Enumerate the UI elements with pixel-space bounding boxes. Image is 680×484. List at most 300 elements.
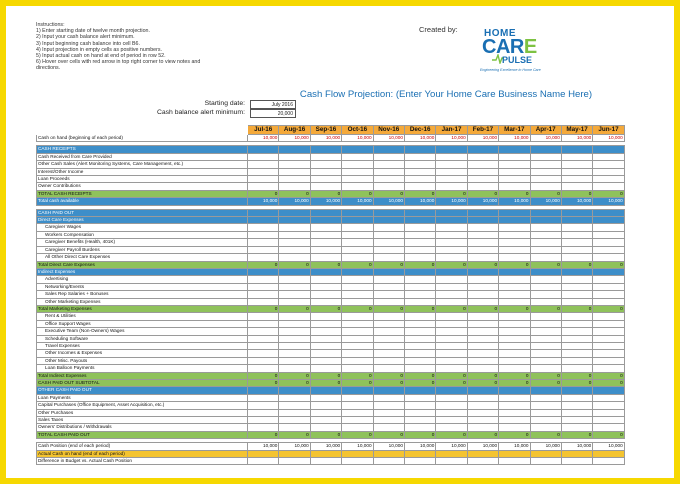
table-cell[interactable] [279, 394, 310, 401]
table-cell[interactable] [248, 283, 279, 290]
table-cell[interactable] [373, 335, 404, 342]
table-cell[interactable] [593, 350, 624, 357]
table-cell[interactable]: 10,000 [436, 135, 467, 142]
table-cell[interactable] [310, 409, 341, 416]
table-cell[interactable] [248, 357, 279, 364]
table-cell[interactable]: 0 [248, 372, 279, 379]
table-cell[interactable]: 0 [593, 305, 624, 312]
table-cell[interactable] [530, 283, 561, 290]
table-cell[interactable] [467, 387, 498, 394]
table-cell[interactable] [436, 328, 467, 335]
table-cell[interactable] [561, 217, 592, 224]
table-cell[interactable] [279, 387, 310, 394]
table-cell[interactable] [467, 409, 498, 416]
table-cell[interactable] [404, 394, 435, 401]
table-cell[interactable] [248, 176, 279, 183]
table-cell[interactable] [593, 313, 624, 320]
table-cell[interactable] [499, 335, 530, 342]
table-cell[interactable] [404, 254, 435, 261]
table-cell[interactable] [310, 298, 341, 305]
table-cell[interactable] [530, 246, 561, 253]
table-cell[interactable] [310, 450, 341, 457]
table-cell[interactable] [436, 268, 467, 275]
table-cell[interactable]: 10,000 [279, 135, 310, 142]
table-cell[interactable] [436, 417, 467, 424]
table-cell[interactable] [561, 409, 592, 416]
table-cell[interactable] [248, 335, 279, 342]
table-cell[interactable]: 0 [279, 372, 310, 379]
table-cell[interactable] [499, 387, 530, 394]
table-cell[interactable] [467, 402, 498, 409]
table-cell[interactable] [342, 176, 373, 183]
table-cell[interactable] [436, 161, 467, 168]
table-cell[interactable] [279, 209, 310, 216]
table-cell[interactable] [467, 298, 498, 305]
table-cell[interactable] [561, 402, 592, 409]
table-cell[interactable] [342, 153, 373, 160]
table-cell[interactable] [499, 161, 530, 168]
table-cell[interactable] [342, 246, 373, 253]
table-cell[interactable] [593, 417, 624, 424]
table-cell[interactable] [561, 176, 592, 183]
table-cell[interactable] [404, 231, 435, 238]
table-cell[interactable]: 10,000 [593, 443, 624, 450]
table-cell[interactable] [342, 239, 373, 246]
table-cell[interactable] [530, 450, 561, 457]
table-cell[interactable] [530, 161, 561, 168]
table-cell[interactable] [279, 239, 310, 246]
table-cell[interactable]: 0 [593, 380, 624, 387]
table-cell[interactable] [499, 254, 530, 261]
table-cell[interactable] [467, 458, 498, 465]
table-cell[interactable] [499, 424, 530, 431]
table-cell[interactable] [530, 387, 561, 394]
table-cell[interactable] [561, 168, 592, 175]
table-cell[interactable] [342, 254, 373, 261]
table-cell[interactable] [248, 328, 279, 335]
table-cell[interactable] [310, 268, 341, 275]
table-cell[interactable]: 0 [499, 431, 530, 438]
table-cell[interactable]: 0 [499, 190, 530, 197]
table-cell[interactable]: 0 [593, 261, 624, 268]
table-cell[interactable] [279, 254, 310, 261]
table-cell[interactable] [248, 417, 279, 424]
table-cell[interactable] [561, 350, 592, 357]
table-cell[interactable] [467, 342, 498, 349]
table-cell[interactable] [561, 146, 592, 153]
table-cell[interactable] [373, 209, 404, 216]
table-cell[interactable] [373, 409, 404, 416]
table-cell[interactable] [467, 176, 498, 183]
table-cell[interactable] [593, 424, 624, 431]
table-cell[interactable] [436, 231, 467, 238]
table-cell[interactable] [342, 350, 373, 357]
table-cell[interactable] [561, 298, 592, 305]
table-cell[interactable] [248, 424, 279, 431]
table-cell[interactable] [467, 153, 498, 160]
table-cell[interactable]: 0 [248, 305, 279, 312]
table-cell[interactable] [467, 239, 498, 246]
table-cell[interactable]: 0 [467, 261, 498, 268]
table-cell[interactable] [436, 357, 467, 364]
table-cell[interactable] [499, 268, 530, 275]
table-cell[interactable] [279, 291, 310, 298]
table-cell[interactable] [404, 268, 435, 275]
table-cell[interactable] [436, 217, 467, 224]
table-cell[interactable]: 0 [248, 190, 279, 197]
table-cell[interactable] [248, 365, 279, 372]
table-cell[interactable] [593, 268, 624, 275]
table-cell[interactable] [593, 298, 624, 305]
table-cell[interactable] [467, 231, 498, 238]
table-cell[interactable]: 0 [310, 372, 341, 379]
table-cell[interactable]: 0 [342, 380, 373, 387]
table-cell[interactable] [499, 298, 530, 305]
table-cell[interactable]: 0 [530, 380, 561, 387]
table-cell[interactable] [279, 450, 310, 457]
table-cell[interactable] [530, 276, 561, 283]
table-cell[interactable] [561, 335, 592, 342]
table-cell[interactable] [499, 350, 530, 357]
table-cell[interactable] [530, 342, 561, 349]
table-cell[interactable] [561, 254, 592, 261]
table-cell[interactable] [310, 328, 341, 335]
table-cell[interactable] [342, 146, 373, 153]
table-cell[interactable] [593, 176, 624, 183]
table-cell[interactable] [561, 283, 592, 290]
table-cell[interactable] [373, 224, 404, 231]
table-cell[interactable] [436, 291, 467, 298]
table-cell[interactable] [561, 394, 592, 401]
table-cell[interactable] [593, 209, 624, 216]
table-cell[interactable] [467, 357, 498, 364]
table-cell[interactable] [499, 239, 530, 246]
table-cell[interactable] [310, 146, 341, 153]
table-cell[interactable] [593, 328, 624, 335]
table-cell[interactable] [373, 365, 404, 372]
table-cell[interactable]: 0 [530, 431, 561, 438]
table-cell[interactable]: 10,000 [342, 198, 373, 205]
table-cell[interactable] [279, 224, 310, 231]
table-cell[interactable] [248, 231, 279, 238]
table-cell[interactable] [279, 276, 310, 283]
table-cell[interactable] [561, 458, 592, 465]
table-cell[interactable] [467, 291, 498, 298]
table-cell[interactable] [279, 328, 310, 335]
table-cell[interactable]: 0 [404, 431, 435, 438]
table-cell[interactable] [436, 342, 467, 349]
table-cell[interactable] [467, 168, 498, 175]
table-cell[interactable] [499, 394, 530, 401]
table-cell[interactable] [467, 335, 498, 342]
table-cell[interactable] [436, 153, 467, 160]
table-cell[interactable]: 0 [499, 372, 530, 379]
table-cell[interactable] [561, 209, 592, 216]
table-cell[interactable]: 0 [530, 190, 561, 197]
table-cell[interactable] [279, 357, 310, 364]
table-cell[interactable] [310, 209, 341, 216]
table-cell[interactable] [248, 313, 279, 320]
table-cell[interactable] [467, 276, 498, 283]
table-cell[interactable] [593, 183, 624, 190]
table-cell[interactable] [593, 320, 624, 327]
table-cell[interactable]: 10,000 [561, 135, 592, 142]
table-cell[interactable]: 0 [436, 372, 467, 379]
table-cell[interactable] [373, 217, 404, 224]
table-cell[interactable] [499, 291, 530, 298]
table-cell[interactable]: 10,000 [279, 198, 310, 205]
table-cell[interactable] [436, 424, 467, 431]
table-cell[interactable] [593, 387, 624, 394]
table-cell[interactable]: 0 [404, 372, 435, 379]
table-cell[interactable] [310, 387, 341, 394]
table-cell[interactable] [404, 209, 435, 216]
table-cell[interactable] [279, 246, 310, 253]
table-cell[interactable] [310, 254, 341, 261]
table-cell[interactable] [561, 291, 592, 298]
table-cell[interactable] [561, 365, 592, 372]
table-cell[interactable] [467, 424, 498, 431]
table-cell[interactable] [342, 409, 373, 416]
table-cell[interactable] [373, 283, 404, 290]
table-cell[interactable] [436, 254, 467, 261]
table-cell[interactable]: 10,000 [373, 135, 404, 142]
table-cell[interactable]: 0 [561, 431, 592, 438]
table-cell[interactable] [279, 183, 310, 190]
table-cell[interactable] [467, 313, 498, 320]
table-cell[interactable] [499, 231, 530, 238]
table-cell[interactable] [561, 246, 592, 253]
table-cell[interactable] [373, 357, 404, 364]
table-cell[interactable]: 0 [530, 305, 561, 312]
table-cell[interactable]: 0 [499, 380, 530, 387]
table-cell[interactable] [342, 161, 373, 168]
table-cell[interactable] [373, 298, 404, 305]
table-cell[interactable]: 0 [310, 190, 341, 197]
table-cell[interactable]: 0 [279, 380, 310, 387]
table-cell[interactable] [373, 268, 404, 275]
table-cell[interactable] [593, 409, 624, 416]
table-cell[interactable] [342, 365, 373, 372]
table-cell[interactable] [593, 239, 624, 246]
table-cell[interactable] [310, 217, 341, 224]
table-cell[interactable]: 0 [530, 372, 561, 379]
table-cell[interactable] [310, 342, 341, 349]
table-cell[interactable] [436, 239, 467, 246]
table-cell[interactable]: 0 [593, 190, 624, 197]
table-cell[interactable]: 0 [436, 380, 467, 387]
table-cell[interactable]: 10,000 [561, 198, 592, 205]
table-cell[interactable]: 0 [373, 431, 404, 438]
table-cell[interactable] [593, 365, 624, 372]
table-cell[interactable] [342, 217, 373, 224]
table-cell[interactable] [404, 320, 435, 327]
table-cell[interactable] [279, 146, 310, 153]
table-cell[interactable] [373, 254, 404, 261]
table-cell[interactable] [436, 209, 467, 216]
table-cell[interactable] [373, 168, 404, 175]
table-cell[interactable]: 0 [279, 431, 310, 438]
table-cell[interactable]: 0 [530, 261, 561, 268]
table-cell[interactable] [530, 153, 561, 160]
table-cell[interactable] [342, 231, 373, 238]
table-cell[interactable] [530, 424, 561, 431]
table-cell[interactable] [499, 217, 530, 224]
table-cell[interactable] [593, 291, 624, 298]
table-cell[interactable]: 0 [467, 305, 498, 312]
table-cell[interactable] [279, 161, 310, 168]
table-cell[interactable] [310, 168, 341, 175]
table-cell[interactable]: 0 [467, 190, 498, 197]
table-cell[interactable] [279, 268, 310, 275]
table-cell[interactable] [404, 176, 435, 183]
table-cell[interactable] [310, 335, 341, 342]
table-cell[interactable] [310, 313, 341, 320]
table-cell[interactable]: 0 [499, 261, 530, 268]
table-cell[interactable] [342, 450, 373, 457]
table-cell[interactable] [342, 168, 373, 175]
table-cell[interactable] [310, 161, 341, 168]
table-cell[interactable]: 10,000 [248, 135, 279, 142]
table-cell[interactable] [561, 417, 592, 424]
table-cell[interactable] [342, 298, 373, 305]
table-cell[interactable] [342, 224, 373, 231]
table-cell[interactable] [373, 328, 404, 335]
table-cell[interactable] [342, 328, 373, 335]
table-cell[interactable] [499, 417, 530, 424]
table-cell[interactable]: 0 [561, 305, 592, 312]
table-cell[interactable] [499, 146, 530, 153]
table-cell[interactable] [310, 224, 341, 231]
table-cell[interactable] [436, 402, 467, 409]
table-cell[interactable] [467, 217, 498, 224]
table-cell[interactable] [404, 424, 435, 431]
table-cell[interactable] [499, 283, 530, 290]
table-cell[interactable] [436, 168, 467, 175]
table-cell[interactable]: 0 [310, 380, 341, 387]
table-cell[interactable] [436, 224, 467, 231]
table-cell[interactable] [342, 342, 373, 349]
table-cell[interactable]: 0 [279, 190, 310, 197]
table-cell[interactable] [530, 320, 561, 327]
table-cell[interactable] [373, 239, 404, 246]
table-cell[interactable] [373, 291, 404, 298]
table-cell[interactable]: 10,000 [530, 198, 561, 205]
table-cell[interactable] [248, 387, 279, 394]
table-cell[interactable] [499, 357, 530, 364]
table-cell[interactable] [561, 268, 592, 275]
table-cell[interactable] [404, 283, 435, 290]
table-cell[interactable] [248, 161, 279, 168]
table-cell[interactable] [248, 146, 279, 153]
table-cell[interactable] [561, 183, 592, 190]
table-cell[interactable] [310, 458, 341, 465]
table-cell[interactable] [310, 239, 341, 246]
table-cell[interactable] [404, 365, 435, 372]
table-cell[interactable]: 10,000 [404, 198, 435, 205]
table-cell[interactable]: 0 [373, 305, 404, 312]
table-cell[interactable] [342, 183, 373, 190]
table-cell[interactable] [248, 409, 279, 416]
table-cell[interactable] [279, 176, 310, 183]
table-cell[interactable]: 0 [342, 372, 373, 379]
table-cell[interactable] [279, 231, 310, 238]
table-cell[interactable] [530, 217, 561, 224]
table-cell[interactable] [530, 168, 561, 175]
table-cell[interactable]: 0 [593, 372, 624, 379]
table-cell[interactable] [342, 276, 373, 283]
table-cell[interactable] [530, 402, 561, 409]
table-cell[interactable] [373, 146, 404, 153]
table-cell[interactable]: 0 [561, 190, 592, 197]
table-cell[interactable] [373, 183, 404, 190]
table-cell[interactable] [530, 417, 561, 424]
table-cell[interactable] [593, 231, 624, 238]
table-cell[interactable] [342, 291, 373, 298]
table-cell[interactable] [593, 450, 624, 457]
table-cell[interactable] [404, 146, 435, 153]
table-cell[interactable] [310, 276, 341, 283]
table-cell[interactable] [279, 168, 310, 175]
table-cell[interactable] [561, 357, 592, 364]
table-cell[interactable] [467, 450, 498, 457]
table-cell[interactable] [436, 387, 467, 394]
table-cell[interactable] [499, 342, 530, 349]
table-cell[interactable] [499, 183, 530, 190]
table-cell[interactable] [530, 458, 561, 465]
table-cell[interactable]: 10,000 [342, 135, 373, 142]
table-cell[interactable] [404, 357, 435, 364]
table-cell[interactable] [467, 328, 498, 335]
table-cell[interactable] [248, 239, 279, 246]
table-cell[interactable]: 0 [499, 305, 530, 312]
table-cell[interactable] [561, 276, 592, 283]
table-cell[interactable] [279, 402, 310, 409]
table-cell[interactable] [530, 298, 561, 305]
table-cell[interactable] [499, 450, 530, 457]
table-cell[interactable] [593, 276, 624, 283]
table-cell[interactable] [436, 283, 467, 290]
table-cell[interactable]: 0 [373, 190, 404, 197]
table-cell[interactable]: 10,000 [310, 198, 341, 205]
table-cell[interactable]: 0 [404, 380, 435, 387]
table-cell[interactable] [530, 268, 561, 275]
table-cell[interactable] [561, 239, 592, 246]
table-cell[interactable]: 0 [467, 380, 498, 387]
table-cell[interactable] [373, 424, 404, 431]
table-cell[interactable] [248, 217, 279, 224]
table-cell[interactable] [342, 335, 373, 342]
table-cell[interactable] [279, 458, 310, 465]
table-cell[interactable] [467, 146, 498, 153]
table-cell[interactable] [530, 209, 561, 216]
table-cell[interactable] [248, 402, 279, 409]
table-cell[interactable] [499, 402, 530, 409]
table-cell[interactable] [248, 350, 279, 357]
table-cell[interactable] [436, 320, 467, 327]
table-cell[interactable] [593, 153, 624, 160]
table-cell[interactable] [404, 298, 435, 305]
table-cell[interactable] [499, 176, 530, 183]
table-cell[interactable]: 0 [342, 190, 373, 197]
table-cell[interactable] [404, 450, 435, 457]
table-cell[interactable]: 0 [279, 305, 310, 312]
table-cell[interactable]: 0 [561, 372, 592, 379]
table-cell[interactable] [561, 328, 592, 335]
table-cell[interactable] [436, 183, 467, 190]
table-cell[interactable]: 0 [404, 261, 435, 268]
table-cell[interactable] [530, 224, 561, 231]
